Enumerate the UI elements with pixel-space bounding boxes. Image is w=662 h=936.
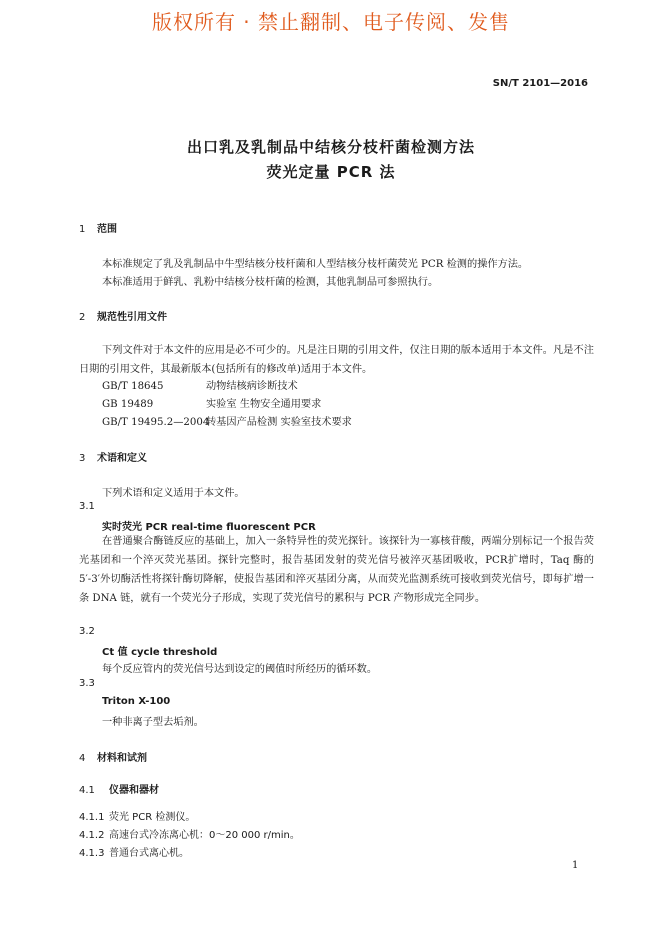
term-definition: 每个反应管内的荧光信号达到设定的阈值时所经历的循环数。 [102, 664, 378, 675]
section-2-heading [79, 308, 167, 323]
term-definition: 一种非离子型去垢剂。 [102, 717, 204, 728]
item-text: 高速台式冷冻离心机：0～20 000 r/min。 [109, 830, 300, 841]
page-number: 1 [572, 860, 579, 871]
reference-item [102, 377, 298, 392]
term-title: 实时荧光 PCR real-time fluorescent PCR [102, 522, 316, 533]
section-title: 范围 [97, 224, 117, 235]
section-number: 2 [79, 312, 86, 323]
term-title: Triton X-100 [102, 696, 171, 707]
subsection-title: 仪器和器材 [109, 785, 159, 796]
section-title: 术语和定义 [97, 453, 147, 464]
section-number: 3 [79, 453, 86, 464]
document-number: SN/T 2101—2016 [492, 78, 588, 89]
section-number: 4 [79, 753, 86, 764]
reference-title: 实验室 生物安全通用要求 [206, 399, 322, 410]
scope-paragraph-1: 本标准规定了乳及乳制品中牛型结核分枝杆菌和人型结核分枝杆菌荧光 PCR 检测的操作方法。 [102, 259, 529, 270]
equipment-item [79, 844, 189, 859]
section-4-heading [79, 749, 147, 764]
item-text: 荧光 PCR 检测仪。 [109, 812, 196, 823]
reference-title: 转基因产品检测 实验室技术要求 [206, 417, 352, 428]
section-3-heading [79, 449, 147, 464]
reference-code: GB/T 19495.2—2004 [102, 417, 210, 428]
scope-paragraph-2: 本标准适用于鲜乳、乳粉中结核分枝杆菌的检测，其他乳制品可参照执行。 [102, 277, 439, 288]
section-number: 1 [79, 224, 86, 235]
reference-title: 动物结核病诊断技术 [206, 381, 298, 392]
term-title: Ct 值 cycle threshold [102, 647, 218, 658]
document-subtitle: 荧光定量 PCR 法 [266, 163, 396, 181]
item-number: 4.1.3 [79, 848, 105, 859]
section-title: 规范性引用文件 [97, 312, 167, 323]
reference-item [102, 395, 321, 410]
item-number: 4.1.2 [79, 830, 105, 841]
reference-code: GB 19489 [102, 399, 154, 410]
equipment-item [79, 808, 195, 823]
reference-code: GB/T 18645 [102, 381, 164, 392]
reference-item [102, 413, 352, 428]
item-text: 普通台式离心机。 [109, 848, 189, 859]
watermark: 版权所有 · 禁止翻制、电子传阅、发售 [151, 10, 511, 34]
normative-references-paragraph: 下列文件对于本文件的应用是必不可少的。凡是注日期的引用文件，仅注日期的版本适用于本文件。凡是不注日期的引用文件，其最新版本(包括所有的修改单)适用于本文件。 [79, 345, 594, 375]
item-number: 4.1.1 [79, 812, 105, 823]
term-number: 3.3 [79, 678, 95, 689]
term-number: 3.2 [79, 626, 95, 637]
subsection-number: 4.1 [79, 785, 95, 796]
terms-intro: 下列术语和定义适用于本文件。 [102, 488, 245, 499]
subsection-4-1-heading [79, 781, 159, 796]
section-title: 材料和试剂 [97, 753, 147, 764]
section-1-heading [79, 220, 117, 235]
term-definition: 在普通聚合酶链反应的基础上，加入一条特异性的荧光探针。该探针为一寡核苷酸，两端分别标记一个报告荧光基团和一个淬灭荧光基团。探针完整时，报告基团发射的荧光信号被淬灭基团吸收，PCR扩增时，Taq 酶的 5′-3′外切酶活性将探针酶切降解，使报告基团和淬灭基团分离，从而荧光监测系统可接收到荧光信号，即每扩增一条 DNA 链，就有一个荧光分子形成，实现了荧光信号的累积与 PCR 产物形成完全同步。 [79, 536, 594, 604]
equipment-item [79, 826, 300, 841]
term-number: 3.1 [79, 501, 95, 512]
document-title: 出口乳及乳制品中结核分枝杆菌检测方法 [186, 138, 475, 156]
